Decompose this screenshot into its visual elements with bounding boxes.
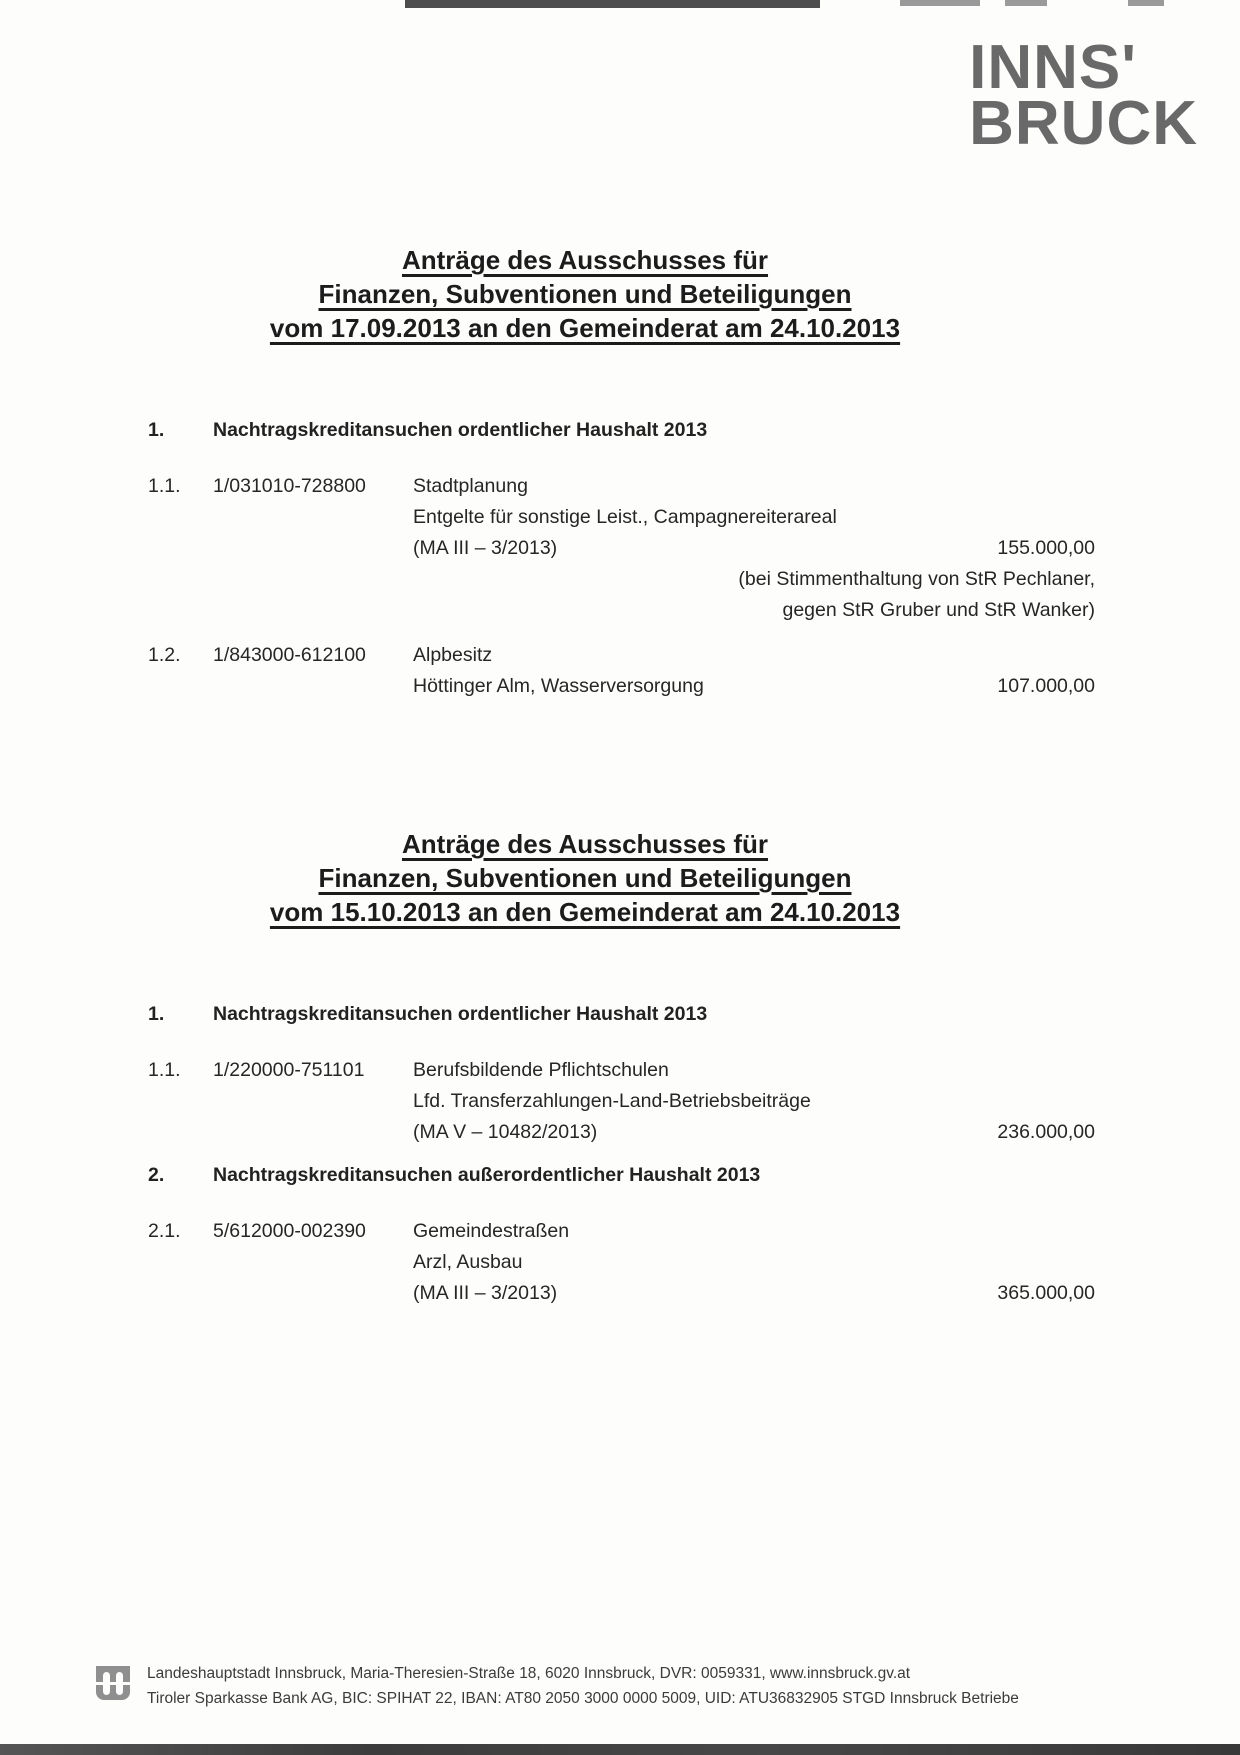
group-number: 2.: [148, 1164, 165, 1186]
title-line: Anträge des Ausschusses für: [401, 245, 769, 275]
description-line: (MA III – 3/2013): [413, 537, 558, 559]
document-footer: [0, 1661, 1240, 1711]
group-heading-row: [75, 1162, 1095, 1188]
item-account-number: 5/612000-002390: [213, 1220, 366, 1242]
description-line: Arzl, Ausbau: [413, 1251, 523, 1273]
budget-item-row: [75, 471, 1095, 564]
group-heading-row: [75, 417, 1095, 443]
section-title: [75, 243, 1095, 345]
item-number: 2.1.: [148, 1220, 181, 1242]
scan-artifact-bottom-bar: [0, 1744, 1240, 1755]
innsbruck-logo: [969, 33, 1198, 158]
item-amount: 107.000,00: [997, 675, 1095, 697]
title-line: vom 17.09.2013 an den Gemeinderat am 24.10.2013: [269, 313, 901, 343]
footer-bank-line: Tiroler Sparkasse Bank AG, BIC: SPIHAT 22, IBAN: AT80 2050 3000 0000 5009, UID: ATU36832905 STGD Innsbruck Betriebe: [147, 1690, 1019, 1707]
group-heading: Nachtragskreditansuchen ordentlicher Haushalt 2013: [213, 1003, 708, 1025]
budget-item: [75, 1216, 1095, 1309]
committee-requests-section: [75, 827, 1095, 1309]
item-account-number: 1/220000-751101: [213, 1059, 365, 1081]
title-line: Finanzen, Subventionen und Beteiligungen: [318, 279, 852, 309]
logo-line-1: INNS': [969, 33, 1137, 102]
item-number: 1.2.: [148, 644, 181, 666]
item-account-number: 1/031010-728800: [213, 475, 366, 497]
footer-row: [0, 1661, 1240, 1711]
logo-line-2: BRUCK: [969, 89, 1198, 158]
item-number: 1.1.: [148, 475, 181, 497]
description-line: Entgelte für sonstige Leist., Campagnereiterareal: [413, 506, 837, 528]
section-title: [75, 827, 1095, 929]
scan-artifact-chip: [1128, 0, 1164, 6]
vote-note-line: gegen StR Gruber und StR Wanker): [782, 599, 1095, 621]
budget-item-row: [75, 640, 1095, 702]
items-container: [75, 471, 1095, 702]
item-amount: 155.000,00: [997, 537, 1095, 559]
item-vote-note: [75, 564, 1095, 626]
budget-item: [75, 1055, 1095, 1148]
title-line: Anträge des Ausschusses für: [401, 829, 769, 859]
item-account-number: 1/843000-612100: [213, 644, 366, 666]
title-line: vom 15.10.2013 an den Gemeinderat am 24.10.2013: [269, 897, 901, 927]
budget-item: [75, 471, 1095, 626]
description-line: Alpbesitz: [413, 644, 493, 666]
description-line: (MA III – 3/2013): [413, 1282, 558, 1304]
item-number: 1.1.: [148, 1059, 181, 1081]
footer-address-line: Landeshauptstadt Innsbruck, Maria-Theresien-Straße 18, 6020 Innsbruck, DVR: 0059331, www.innsbruck.gv.at: [147, 1665, 911, 1682]
group-heading: Nachtragskreditansuchen außerordentlicher Haushalt 2013: [213, 1164, 761, 1186]
budget-item-row: [75, 1216, 1095, 1309]
description-line: Berufsbildende Pflichtschulen: [413, 1059, 669, 1081]
budget-group: [75, 1162, 1095, 1309]
items-container: [75, 1216, 1095, 1309]
group-number: 1.: [148, 419, 165, 441]
item-description: [413, 640, 997, 702]
item-amount: 236.000,00: [997, 1121, 1095, 1143]
description-line: Lfd. Transferzahlungen-Land-Betriebsbeiträge: [413, 1090, 811, 1112]
description-line: Stadtplanung: [413, 475, 528, 497]
item-description: [413, 1216, 997, 1309]
group-heading: Nachtragskreditansuchen ordentlicher Haushalt 2013: [213, 419, 708, 441]
scan-artifact-top-bar: [405, 0, 820, 8]
scan-artifact-chip: [1005, 0, 1047, 6]
footer-text: [147, 1661, 1019, 1711]
description-line: Höttinger Alm, Wasserversorgung: [413, 675, 704, 697]
item-description: [413, 471, 997, 564]
description-line: Gemeindestraßen: [413, 1220, 570, 1242]
budget-group: [75, 417, 1095, 702]
group-heading-row: [75, 1001, 1095, 1027]
scan-artifact-chip: [900, 0, 980, 6]
committee-requests-section: [75, 243, 1095, 702]
item-description: [413, 1055, 997, 1148]
item-amount: 365.000,00: [997, 1282, 1095, 1304]
innsbruck-coat-of-arms-icon: [93, 1663, 133, 1708]
description-line: (MA V – 10482/2013): [413, 1121, 598, 1143]
vote-note-line: (bei Stimmenthaltung von StR Pechlaner,: [738, 568, 1095, 590]
title-line: Finanzen, Subventionen und Beteiligungen: [318, 863, 852, 893]
groups-container: [75, 1001, 1095, 1309]
budget-item-row: [75, 1055, 1095, 1148]
sections-container: [75, 243, 1095, 1309]
budget-group: [75, 1001, 1095, 1148]
items-container: [75, 1055, 1095, 1148]
budget-item: [75, 640, 1095, 702]
group-number: 1.: [148, 1003, 165, 1025]
groups-container: [75, 417, 1095, 702]
